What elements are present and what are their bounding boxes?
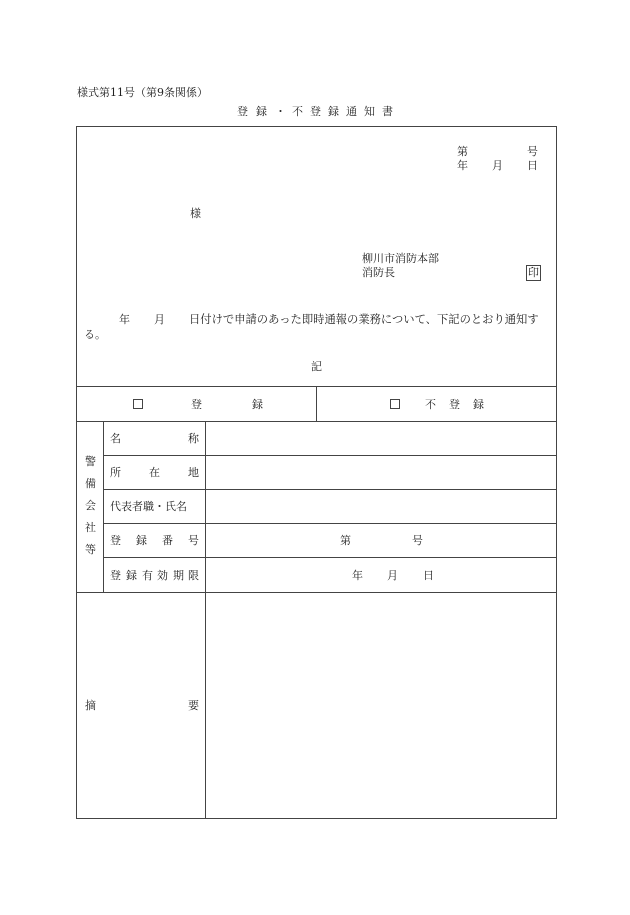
remarks-label-char: 要 — [188, 699, 199, 712]
validity-label-char: 効 — [157, 569, 168, 582]
group-label-char: 警 — [85, 455, 96, 468]
name-label-char: 称 — [188, 432, 199, 445]
divider — [76, 592, 557, 593]
divider — [103, 523, 557, 524]
date-month: 月 — [492, 159, 503, 172]
title-char: ・ — [275, 105, 286, 118]
seal-mark: 印 — [528, 266, 539, 279]
register-label-char: 登 — [191, 398, 202, 411]
doc-number-dai: 第 — [457, 145, 468, 158]
not-register-label-char: 不 — [425, 398, 436, 411]
divider — [103, 489, 557, 490]
register-checkbox[interactable] — [133, 399, 143, 409]
notice-text-cont: る。 — [84, 328, 106, 341]
issuer-org: 柳川市消防本部 — [362, 252, 439, 265]
group-label-char: 等 — [85, 543, 96, 556]
form-number: 様式第11号（第9条関係） — [77, 86, 208, 99]
reg-number-label-char: 登 — [110, 534, 121, 547]
not-register-checkbox[interactable] — [390, 399, 400, 409]
title-char: 不 — [292, 105, 303, 118]
title-char: 登 — [310, 105, 321, 118]
ki-label: 記 — [311, 360, 322, 373]
title-char: 登 — [237, 105, 248, 118]
divider — [103, 455, 557, 456]
divider — [316, 386, 317, 421]
divider — [205, 421, 206, 819]
register-label-char: 録 — [252, 398, 263, 411]
location-label-char: 所 — [110, 466, 121, 479]
validity-month: 月 — [387, 569, 398, 582]
validity-label-char: 有 — [142, 569, 153, 582]
location-label-char: 在 — [149, 466, 160, 479]
reg-number-label-char: 号 — [188, 534, 199, 547]
notice-year: 年 — [119, 313, 130, 326]
group-label-char: 備 — [85, 477, 96, 490]
reg-number-label-char: 録 — [136, 534, 147, 547]
not-register-label-char: 登 — [449, 398, 460, 411]
location-label-char: 地 — [188, 466, 199, 479]
remarks-label-char: 摘 — [85, 699, 96, 712]
not-register-label-char: 録 — [473, 398, 484, 411]
validity-year: 年 — [352, 569, 363, 582]
group-label-char: 会 — [85, 499, 96, 512]
date-day: 日 — [527, 159, 538, 172]
title-char: 通 — [346, 105, 357, 118]
validity-label-char: 期 — [173, 569, 184, 582]
issuer-title: 消防長 — [362, 266, 395, 279]
doc-number-go: 号 — [527, 145, 538, 158]
reg-number-dai: 第 — [340, 534, 351, 547]
date-year: 年 — [457, 159, 468, 172]
group-label-char: 社 — [85, 521, 96, 534]
divider — [103, 421, 104, 592]
addressee-suffix: 様 — [190, 207, 201, 220]
divider — [103, 557, 557, 558]
name-label-char: 名 — [110, 432, 121, 445]
validity-label-char: 限 — [188, 569, 199, 582]
validity-label-char: 登 — [110, 569, 121, 582]
reg-number-go: 号 — [412, 534, 423, 547]
divider — [76, 421, 557, 422]
validity-day: 日 — [423, 569, 434, 582]
notice-month: 月 — [154, 313, 165, 326]
notice-text: 日付けで申請のあった即時通報の業務について、下記のとおり通知す — [189, 313, 539, 326]
representative-label: 代表者職・氏名 — [110, 500, 187, 513]
title-char: 書 — [382, 105, 393, 118]
title-char: 知 — [364, 105, 375, 118]
validity-label-char: 録 — [126, 569, 137, 582]
title-char: 録 — [328, 105, 339, 118]
title-char: 録 — [256, 105, 267, 118]
reg-number-label-char: 番 — [162, 534, 173, 547]
